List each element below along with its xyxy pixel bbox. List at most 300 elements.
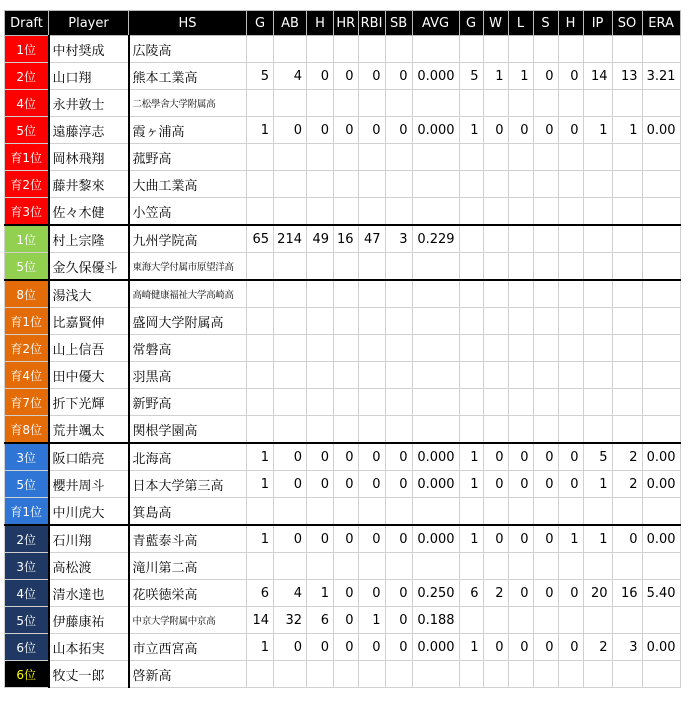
era-cell: 0.00 <box>642 525 680 553</box>
wins-cell <box>483 661 508 688</box>
holds-cell <box>558 253 583 281</box>
hits-cell: 0 <box>307 63 334 90</box>
rbi-cell <box>358 335 385 362</box>
losses-cell: 0 <box>508 634 533 661</box>
losses-cell <box>508 280 533 308</box>
stolen-bases-cell: 3 <box>385 225 412 253</box>
header-at-bats: AB <box>274 11 307 36</box>
high-school-cell: 関根学園高 <box>129 416 247 444</box>
player-name-cell: 岡林飛翔 <box>49 144 129 171</box>
losses-cell <box>508 661 533 688</box>
wins-cell <box>483 607 508 634</box>
batting-games-cell <box>247 144 274 171</box>
innings-pitched-cell <box>583 553 612 580</box>
stolen-bases-cell <box>385 308 412 335</box>
strikeouts-cell <box>612 335 642 362</box>
wins-cell: 0 <box>483 634 508 661</box>
hits-cell <box>307 661 334 688</box>
batting-games-cell: 1 <box>247 634 274 661</box>
batting-average-cell: 0.000 <box>412 443 459 471</box>
innings-pitched-cell: 1 <box>583 117 612 144</box>
header-innings-pitched: IP <box>583 11 612 36</box>
strikeouts-cell <box>612 607 642 634</box>
home-runs-cell <box>334 144 359 171</box>
home-runs-cell: 0 <box>334 525 359 553</box>
saves-cell <box>533 198 558 226</box>
header-stolen-bases: SB <box>385 11 412 36</box>
batting-average-cell <box>412 90 459 117</box>
draft-rank-cell: 育4位 <box>5 362 49 389</box>
at-bats-cell: 0 <box>274 471 307 498</box>
holds-cell <box>558 607 583 634</box>
wins-cell <box>483 198 508 226</box>
home-runs-cell <box>334 253 359 281</box>
wins-cell: 0 <box>483 443 508 471</box>
at-bats-cell <box>274 661 307 688</box>
high-school-cell: 九州学院高 <box>129 225 247 253</box>
high-school-cell: 中京大学附属中京高 <box>129 607 247 634</box>
hits-cell: 0 <box>307 443 334 471</box>
stolen-bases-cell <box>385 416 412 444</box>
era-cell <box>642 335 680 362</box>
player-name-cell: 高松渡 <box>49 553 129 580</box>
table-row <box>5 362 681 389</box>
losses-cell <box>508 416 533 444</box>
table-row <box>5 63 681 90</box>
hits-cell: 0 <box>307 117 334 144</box>
table-row <box>5 253 681 281</box>
saves-cell: 0 <box>533 471 558 498</box>
stolen-bases-cell <box>385 498 412 526</box>
holds-cell: 0 <box>558 63 583 90</box>
wins-cell <box>483 280 508 308</box>
strikeouts-cell <box>612 308 642 335</box>
era-cell <box>642 389 680 416</box>
table-row <box>5 36 681 63</box>
home-runs-cell <box>334 36 359 63</box>
losses-cell <box>508 553 533 580</box>
stolen-bases-cell <box>385 90 412 117</box>
era-cell <box>642 661 680 688</box>
pitching-games-cell: 1 <box>459 443 483 471</box>
rbi-cell: 0 <box>358 443 385 471</box>
hits-cell <box>307 171 334 198</box>
high-school-cell: 青藍泰斗高 <box>129 525 247 553</box>
strikeouts-cell: 13 <box>612 63 642 90</box>
stolen-bases-cell: 0 <box>385 580 412 607</box>
losses-cell: 0 <box>508 580 533 607</box>
draft-rank-cell: 5位 <box>5 253 49 281</box>
innings-pitched-cell <box>583 253 612 281</box>
era-cell <box>642 498 680 526</box>
stolen-bases-cell <box>385 280 412 308</box>
batting-average-cell: 0.229 <box>412 225 459 253</box>
batting-average-cell <box>412 661 459 688</box>
pitching-games-cell <box>459 416 483 444</box>
draft-rank-cell: 4位 <box>5 580 49 607</box>
table-body <box>5 36 681 688</box>
batting-average-cell <box>412 553 459 580</box>
saves-cell <box>533 335 558 362</box>
high-school-cell: 大曲工業高 <box>129 171 247 198</box>
wins-cell <box>483 308 508 335</box>
saves-cell: 0 <box>533 634 558 661</box>
batting-games-cell <box>247 36 274 63</box>
player-name-cell: 湯浅大 <box>49 280 129 308</box>
stolen-bases-cell <box>385 661 412 688</box>
table-row <box>5 335 681 362</box>
pitching-games-cell: 6 <box>459 580 483 607</box>
hits-cell: 49 <box>307 225 334 253</box>
pitching-games-cell <box>459 253 483 281</box>
era-cell <box>642 198 680 226</box>
player-name-cell: 中川虎大 <box>49 498 129 526</box>
innings-pitched-cell: 20 <box>583 580 612 607</box>
table-row <box>5 634 681 661</box>
losses-cell <box>508 144 533 171</box>
hits-cell <box>307 90 334 117</box>
era-cell <box>642 308 680 335</box>
header-high-school: HS <box>129 11 247 36</box>
player-name-cell: 村上宗隆 <box>49 225 129 253</box>
stolen-bases-cell <box>385 362 412 389</box>
holds-cell <box>558 308 583 335</box>
saves-cell: 0 <box>533 63 558 90</box>
rbi-cell: 47 <box>358 225 385 253</box>
era-cell <box>642 362 680 389</box>
at-bats-cell <box>274 362 307 389</box>
table-row <box>5 416 681 444</box>
strikeouts-cell: 2 <box>612 471 642 498</box>
player-name-cell: 山口翔 <box>49 63 129 90</box>
saves-cell <box>533 280 558 308</box>
rbi-cell <box>358 198 385 226</box>
wins-cell <box>483 335 508 362</box>
batting-average-cell: 0.000 <box>412 525 459 553</box>
saves-cell: 0 <box>533 525 558 553</box>
stolen-bases-cell <box>385 389 412 416</box>
at-bats-cell: 32 <box>274 607 307 634</box>
at-bats-cell: 4 <box>274 580 307 607</box>
player-name-cell: 遠藤淳志 <box>49 117 129 144</box>
stolen-bases-cell <box>385 198 412 226</box>
batting-average-cell <box>412 308 459 335</box>
innings-pitched-cell <box>583 90 612 117</box>
holds-cell: 0 <box>558 117 583 144</box>
saves-cell <box>533 553 558 580</box>
high-school-cell: 花咲徳栄高 <box>129 580 247 607</box>
innings-pitched-cell <box>583 607 612 634</box>
high-school-cell: 滝川第二高 <box>129 553 247 580</box>
rbi-cell: 0 <box>358 634 385 661</box>
at-bats-cell <box>274 416 307 444</box>
saves-cell <box>533 416 558 444</box>
high-school-cell: 常磐高 <box>129 335 247 362</box>
stolen-bases-cell: 0 <box>385 634 412 661</box>
losses-cell <box>508 498 533 526</box>
batting-games-cell <box>247 498 274 526</box>
batting-average-cell <box>412 36 459 63</box>
table-row <box>5 225 681 253</box>
batting-average-cell: 0.188 <box>412 607 459 634</box>
wins-cell <box>483 389 508 416</box>
at-bats-cell <box>274 335 307 362</box>
home-runs-cell <box>334 498 359 526</box>
strikeouts-cell: 16 <box>612 580 642 607</box>
table-row <box>5 171 681 198</box>
holds-cell: 0 <box>558 471 583 498</box>
losses-cell <box>508 90 533 117</box>
stolen-bases-cell <box>385 171 412 198</box>
wins-cell <box>483 498 508 526</box>
holds-cell <box>558 362 583 389</box>
holds-cell <box>558 498 583 526</box>
batting-average-cell <box>412 416 459 444</box>
home-runs-cell <box>334 661 359 688</box>
pitching-games-cell: 1 <box>459 471 483 498</box>
at-bats-cell <box>274 308 307 335</box>
home-runs-cell: 0 <box>334 471 359 498</box>
home-runs-cell: 0 <box>334 117 359 144</box>
home-runs-cell <box>334 308 359 335</box>
home-runs-cell <box>334 362 359 389</box>
batting-games-cell <box>247 362 274 389</box>
strikeouts-cell <box>612 553 642 580</box>
wins-cell: 1 <box>483 63 508 90</box>
batting-games-cell: 65 <box>247 225 274 253</box>
holds-cell: 1 <box>558 525 583 553</box>
draft-rank-cell: 育7位 <box>5 389 49 416</box>
pitching-games-cell <box>459 280 483 308</box>
batting-average-cell: 0.000 <box>412 117 459 144</box>
hits-cell <box>307 335 334 362</box>
header-player: Player <box>49 11 129 36</box>
at-bats-cell: 0 <box>274 443 307 471</box>
innings-pitched-cell: 14 <box>583 63 612 90</box>
high-school-cell: 啓新高 <box>129 661 247 688</box>
era-cell: 3.21 <box>642 63 680 90</box>
draft-rank-cell: 育1位 <box>5 308 49 335</box>
batting-average-cell <box>412 498 459 526</box>
high-school-cell: 二松學舍大学附属高 <box>129 90 247 117</box>
stolen-bases-cell <box>385 144 412 171</box>
table-row <box>5 117 681 144</box>
wins-cell <box>483 36 508 63</box>
player-name-cell: 折下光輝 <box>49 389 129 416</box>
player-name-cell: 田中優大 <box>49 362 129 389</box>
innings-pitched-cell <box>583 661 612 688</box>
header-batting-average: AVG <box>412 11 459 36</box>
wins-cell <box>483 416 508 444</box>
rbi-cell <box>358 362 385 389</box>
rbi-cell <box>358 171 385 198</box>
wins-cell: 2 <box>483 580 508 607</box>
wins-cell: 0 <box>483 471 508 498</box>
draft-rank-cell: 5位 <box>5 607 49 634</box>
era-cell <box>642 36 680 63</box>
draft-rank-cell: 4位 <box>5 90 49 117</box>
draft-rank-cell: 育8位 <box>5 416 49 444</box>
strikeouts-cell <box>612 171 642 198</box>
at-bats-cell <box>274 90 307 117</box>
holds-cell <box>558 280 583 308</box>
innings-pitched-cell: 1 <box>583 525 612 553</box>
header-home-runs: HR <box>334 11 359 36</box>
era-cell <box>642 416 680 444</box>
draft-rank-cell: 6位 <box>5 661 49 688</box>
at-bats-cell: 0 <box>274 634 307 661</box>
strikeouts-cell <box>612 90 642 117</box>
era-cell: 0.00 <box>642 117 680 144</box>
hits-cell <box>307 362 334 389</box>
player-name-cell: 山上信吾 <box>49 335 129 362</box>
strikeouts-cell <box>612 280 642 308</box>
draft-rank-cell: 育1位 <box>5 144 49 171</box>
hits-cell <box>307 36 334 63</box>
rbi-cell <box>358 389 385 416</box>
table-row <box>5 308 681 335</box>
hits-cell <box>307 416 334 444</box>
draft-stats-table-container <box>4 10 681 688</box>
batting-games-cell: 1 <box>247 525 274 553</box>
hits-cell <box>307 144 334 171</box>
stolen-bases-cell <box>385 335 412 362</box>
hits-cell: 0 <box>307 471 334 498</box>
wins-cell <box>483 362 508 389</box>
table-row <box>5 280 681 308</box>
player-name-cell: 伊藤康祐 <box>49 607 129 634</box>
table-row <box>5 553 681 580</box>
at-bats-cell <box>274 171 307 198</box>
wins-cell <box>483 144 508 171</box>
header-row <box>5 11 681 36</box>
saves-cell <box>533 362 558 389</box>
header-batting-games: G <box>247 11 274 36</box>
era-cell: 5.40 <box>642 580 680 607</box>
batting-average-cell <box>412 144 459 171</box>
era-cell <box>642 553 680 580</box>
rbi-cell <box>358 661 385 688</box>
pitching-games-cell <box>459 171 483 198</box>
table-row <box>5 498 681 526</box>
header-hits: H <box>307 11 334 36</box>
pitching-games-cell: 5 <box>459 63 483 90</box>
saves-cell <box>533 498 558 526</box>
high-school-cell: 広陵高 <box>129 36 247 63</box>
home-runs-cell: 0 <box>334 580 359 607</box>
player-name-cell: 比嘉賢伸 <box>49 308 129 335</box>
batting-games-cell <box>247 335 274 362</box>
innings-pitched-cell: 1 <box>583 471 612 498</box>
innings-pitched-cell <box>583 416 612 444</box>
rbi-cell: 0 <box>358 63 385 90</box>
strikeouts-cell <box>612 144 642 171</box>
holds-cell <box>558 661 583 688</box>
draft-rank-cell: 育2位 <box>5 171 49 198</box>
home-runs-cell <box>334 416 359 444</box>
wins-cell <box>483 171 508 198</box>
pitching-games-cell <box>459 335 483 362</box>
hits-cell <box>307 308 334 335</box>
hits-cell <box>307 389 334 416</box>
losses-cell <box>508 225 533 253</box>
era-cell <box>642 171 680 198</box>
high-school-cell: 日本大学第三高 <box>129 471 247 498</box>
strikeouts-cell <box>612 253 642 281</box>
player-name-cell: 佐々木健 <box>49 198 129 226</box>
wins-cell: 0 <box>483 525 508 553</box>
batting-average-cell <box>412 253 459 281</box>
era-cell <box>642 607 680 634</box>
saves-cell <box>533 389 558 416</box>
high-school-cell: 新野高 <box>129 389 247 416</box>
rbi-cell <box>358 553 385 580</box>
at-bats-cell <box>274 253 307 281</box>
hits-cell <box>307 253 334 281</box>
holds-cell <box>558 90 583 117</box>
batting-games-cell <box>247 661 274 688</box>
batting-average-cell <box>412 280 459 308</box>
stolen-bases-cell: 0 <box>385 443 412 471</box>
holds-cell <box>558 553 583 580</box>
pitching-games-cell <box>459 607 483 634</box>
batting-games-cell <box>247 389 274 416</box>
hits-cell: 0 <box>307 525 334 553</box>
player-name-cell: 牧丈一郎 <box>49 661 129 688</box>
batting-games-cell: 1 <box>247 471 274 498</box>
innings-pitched-cell <box>583 389 612 416</box>
table-row <box>5 471 681 498</box>
high-school-cell: 北海高 <box>129 443 247 471</box>
batting-games-cell <box>247 280 274 308</box>
saves-cell: 0 <box>533 443 558 471</box>
stolen-bases-cell <box>385 36 412 63</box>
batting-games-cell <box>247 253 274 281</box>
home-runs-cell <box>334 335 359 362</box>
batting-games-cell <box>247 90 274 117</box>
era-cell: 0.00 <box>642 634 680 661</box>
stolen-bases-cell: 0 <box>385 525 412 553</box>
at-bats-cell <box>274 198 307 226</box>
home-runs-cell <box>334 90 359 117</box>
header-saves: S <box>533 11 558 36</box>
innings-pitched-cell <box>583 171 612 198</box>
at-bats-cell <box>274 498 307 526</box>
strikeouts-cell: 2 <box>612 443 642 471</box>
batting-games-cell <box>247 198 274 226</box>
draft-rank-cell: 3位 <box>5 553 49 580</box>
holds-cell <box>558 335 583 362</box>
batting-games-cell: 14 <box>247 607 274 634</box>
rbi-cell: 0 <box>358 525 385 553</box>
high-school-cell: 霞ヶ浦高 <box>129 117 247 144</box>
rbi-cell: 0 <box>358 117 385 144</box>
losses-cell: 0 <box>508 525 533 553</box>
high-school-cell: 小笠高 <box>129 198 247 226</box>
high-school-cell: 菰野高 <box>129 144 247 171</box>
hits-cell: 6 <box>307 607 334 634</box>
innings-pitched-cell <box>583 362 612 389</box>
losses-cell <box>508 253 533 281</box>
pitching-games-cell <box>459 389 483 416</box>
innings-pitched-cell: 2 <box>583 634 612 661</box>
losses-cell: 0 <box>508 443 533 471</box>
header-strikeouts: SO <box>612 11 642 36</box>
header-era: ERA <box>642 11 680 36</box>
losses-cell <box>508 607 533 634</box>
strikeouts-cell <box>612 36 642 63</box>
batting-games-cell: 5 <box>247 63 274 90</box>
